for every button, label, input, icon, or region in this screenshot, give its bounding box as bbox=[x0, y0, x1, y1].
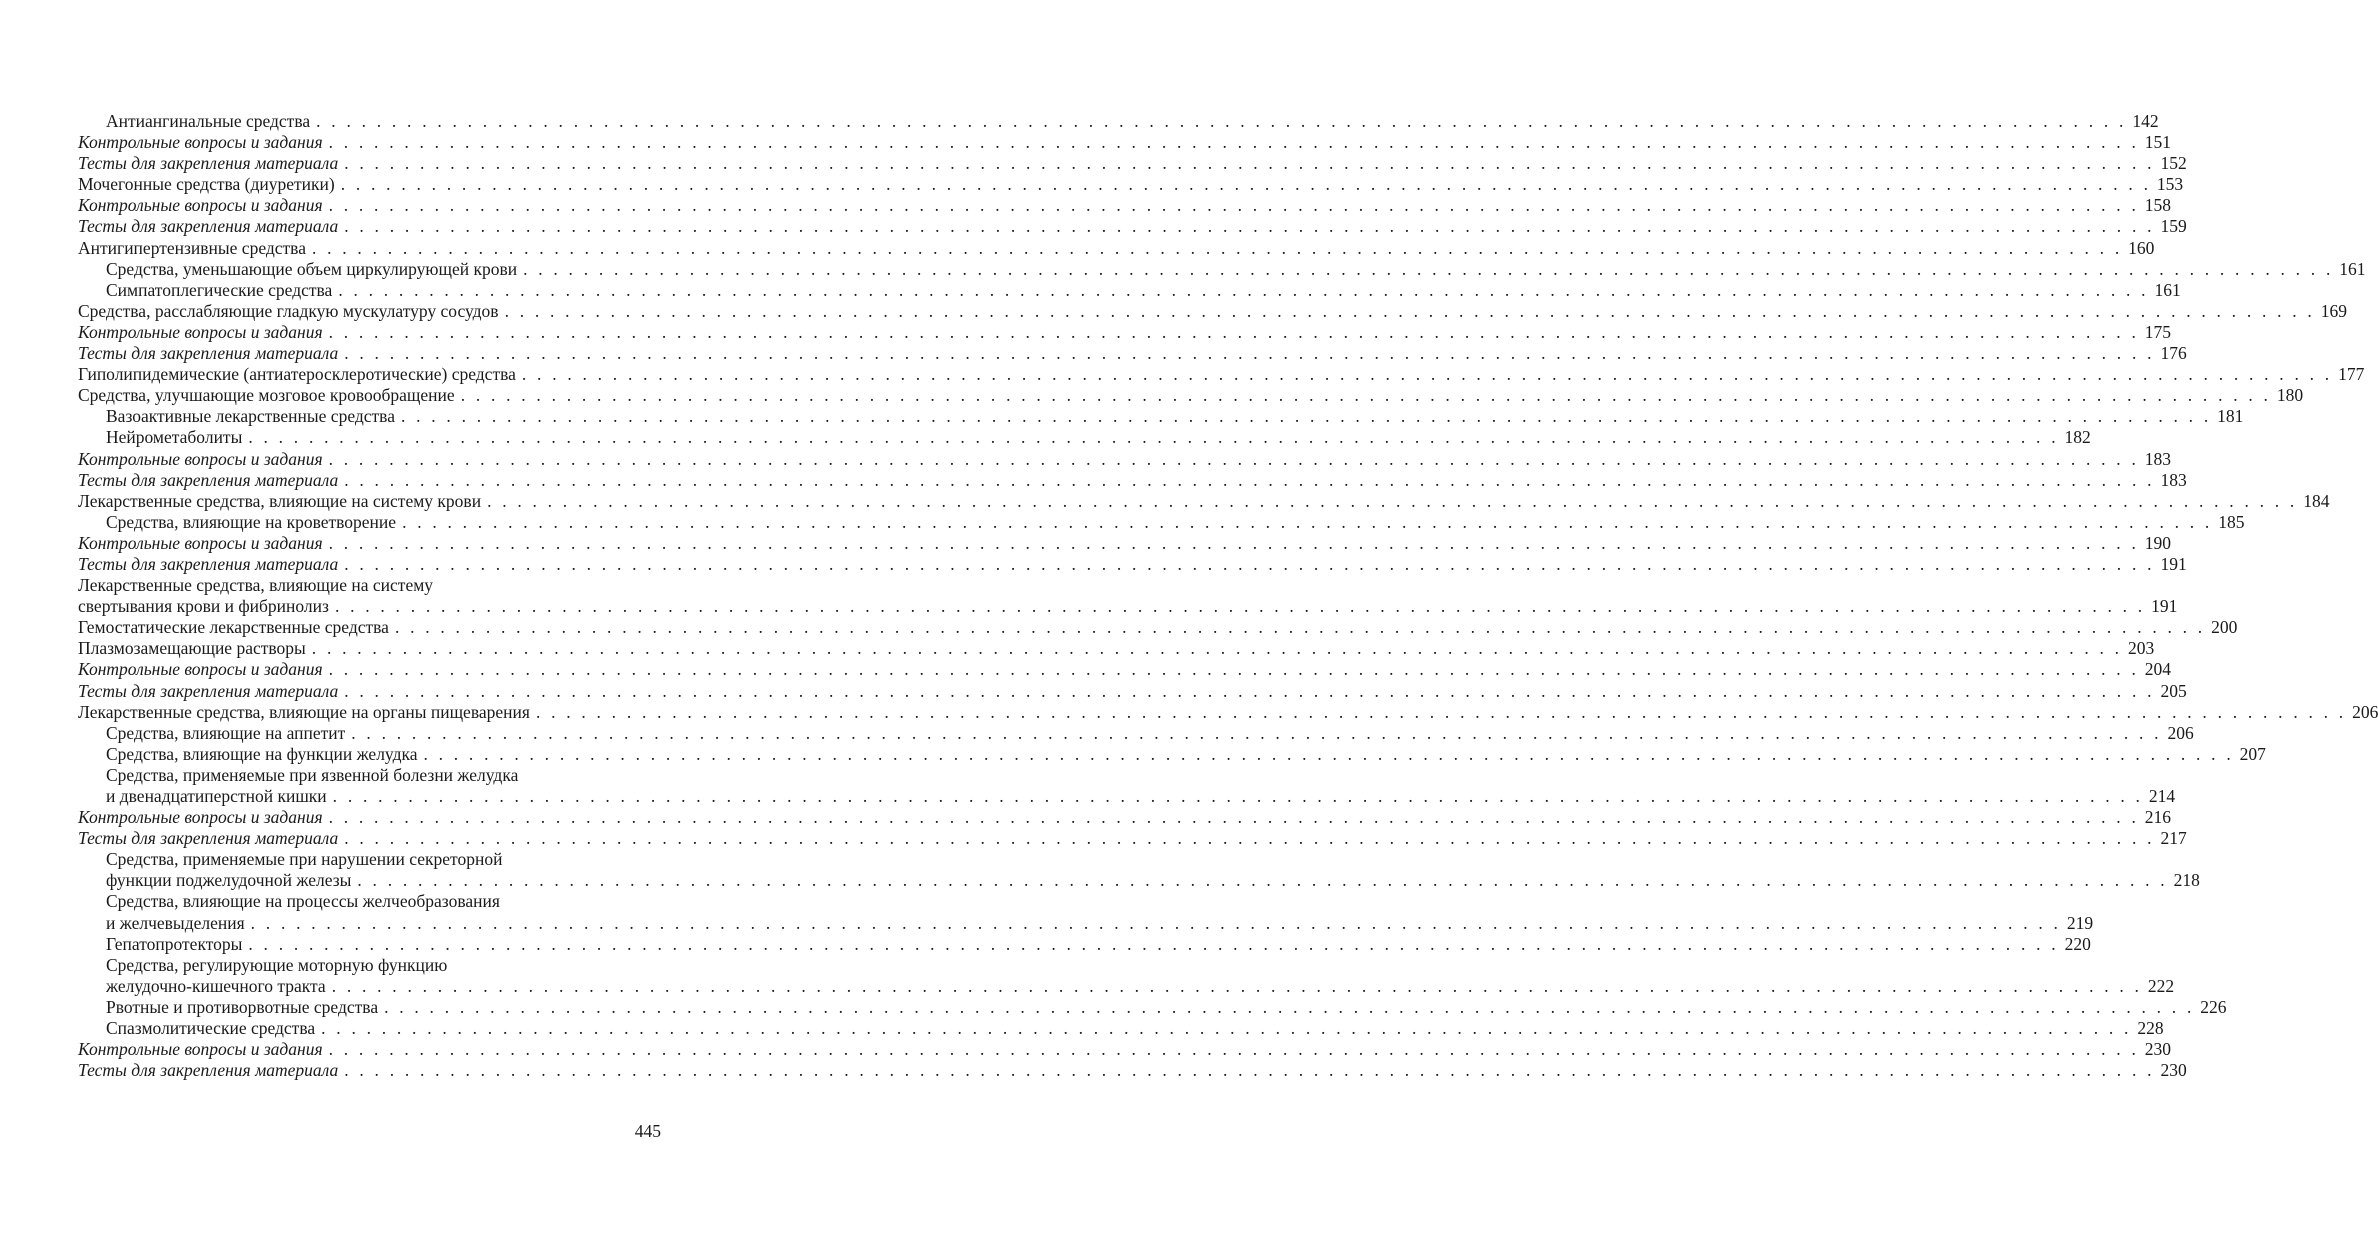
toc-entry bbox=[78, 1039, 2172, 1060]
toc-entry-line bbox=[78, 258, 2366, 280]
toc-page-number: 142 bbox=[2132, 111, 2159, 131]
dot-leader: . . . . . . . . . . . . . . . . . . . . . . . . . . . . . . . . . . . . . . . . . . . . . . . . . . . . . . . . . . . . . . . . . . . . . . . . . . . . . . . . . . . . . . . . . . . . . . . . . . . . . . . . . . . . . . . . . . . . . . . . bbox=[351, 722, 2162, 743]
toc-entry-title: Средства, влияющие на кроветворение bbox=[106, 511, 397, 532]
dot-leader: . . . . . . . . . . . . . . . . . . . . . . . . . . . . . . . . . . . . . . . . . . . . . . . . . . . . . . . . . . . . . . . . . . . . . . . . . . . . . . . . . . . . . . . . . . . . . . . . . . . . . . . . . . . . . . . . . . . . . . . . bbox=[344, 153, 2155, 174]
toc-entry-title: Контрольные вопросы и задания bbox=[78, 532, 323, 553]
toc-entry bbox=[78, 364, 2365, 385]
toc-entry bbox=[78, 701, 2378, 723]
toc-entry-line bbox=[78, 596, 2178, 617]
toc-entry-title: Тесты для закрепления материала bbox=[78, 343, 339, 364]
toc-page-number: 222 bbox=[2147, 975, 2175, 996]
toc-entry-title: Контрольные вопросы и задания bbox=[78, 1039, 323, 1060]
dot-leader: . . . . . . . . . . . . . . . . . . . . . . . . . . . . . . . . . . . . . . . . . . . . . . . . . . . . . . . . . . . . . . . . . . . . . . . . . . . . . . . . . . . . . . . . . . . . . . . . . . . . . . . . . . . . . . . . . . . . . . . . bbox=[316, 111, 2127, 131]
toc-page-number: 182 bbox=[2064, 427, 2091, 448]
toc-entry-line bbox=[78, 659, 2172, 680]
dot-leader: . . . . . . . . . . . . . . . . . . . . . . . . . . . . . . . . . . . . . . . . . . . . . . . . . . . . . . . . . . . . . . . . . . . . . . . . . . . . . . . . . . . . . . . . . . . . . . . . . . . . . . . . . . . . . . . . . . . . . . . . bbox=[344, 553, 2155, 574]
toc-entry-line bbox=[78, 617, 2238, 638]
toc-page-number: 214 bbox=[2148, 786, 2176, 806]
dot-leader: . . . . . . . . . . . . . . . . . . . . . . . . . . . . . . . . . . . . . . . . . . . . . . . . . . . . . . . . . . . . . . . . . . . . . . . . . . . . . . . . . . . . . . . . . . . . . . . . . . . . . . . . . . . . . . . . . . . . . . . . bbox=[535, 701, 2347, 722]
dot-leader: . . . . . . . . . . . . . . . . . . . . . . . . . . . . . . . . . . . . . . . . . . . . . . . . . . . . . . . . . . . . . . . . . . . . . . . . . . . . . . . . . . . . . . . . . . . . . . . . . . . . . . . . . . . . . . . . . . . . . . . . bbox=[328, 1039, 2140, 1060]
toc-entry-title: Тесты для закрепления материала bbox=[78, 828, 339, 849]
toc-entry bbox=[78, 933, 2091, 955]
toc-entry bbox=[78, 954, 2175, 997]
toc-entry-title: Тесты для закрепления материала bbox=[78, 680, 339, 701]
dot-leader: . . . . . . . . . . . . . . . . . . . . . . . . . . . . . . . . . . . . . . . . . . . . . . . . . . . . . . . . . . . . . . . . . . . . . . . . . . . . . . . . . . . . . . . . . . . . . . . . . . . . . . . . . . . . . . . . . . . . . . . . bbox=[331, 975, 2143, 996]
toc-entry-title: Тесты для закрепления материала bbox=[78, 1060, 339, 1081]
toc-page-number: 230 bbox=[2144, 1039, 2172, 1060]
toc-entry-title: Симпатоплегические средства bbox=[106, 279, 333, 300]
toc-entry-line bbox=[78, 891, 661, 912]
toc-page-number: 180 bbox=[2276, 385, 2304, 406]
toc-page-number: 191 bbox=[2151, 596, 2178, 617]
toc-page-number: 207 bbox=[2239, 743, 2266, 764]
toc-page-number: 218 bbox=[2173, 870, 2200, 891]
dot-leader: . . . . . . . . . . . . . . . . . . . . . . . . . . . . . . . . . . . . . . . . . . . . . . . . . . . . . . . . . . . . . . . . . . . . . . . . . . . . . . . . . . . . . . . . . . . . . . . . . . . . . . . . . . . . . . . . . . . . . . . . bbox=[311, 638, 2123, 659]
toc-page-number: 216 bbox=[2144, 807, 2172, 828]
toc-entry-line bbox=[78, 153, 2187, 174]
toc-entry-title: Мочегонные средства (диуретики) bbox=[78, 174, 335, 195]
page-number: 445 bbox=[634, 1121, 661, 1141]
dot-leader: . . . . . . . . . . . . . . . . . . . . . . . . . . . . . . . . . . . . . . . . . . . . . . . . . . . . . . . . . . . . . . . . . . . . . . . . . . . . . . . . . . . . . . . . . . . . . . . . . . . . . . . . . . . . . . . . . . . . . . . . bbox=[334, 596, 2146, 617]
toc-page-number: 183 bbox=[2144, 448, 2172, 469]
toc-entry-line bbox=[78, 933, 2091, 955]
toc-entry bbox=[78, 996, 2227, 1018]
toc-entry-line bbox=[78, 300, 2348, 322]
toc-page-number: 152 bbox=[2160, 153, 2187, 174]
toc-entry-line bbox=[78, 828, 2187, 849]
toc-entry-line bbox=[78, 765, 661, 786]
toc-page-number: 205 bbox=[2160, 680, 2187, 701]
toc-entry bbox=[78, 807, 2172, 828]
dot-leader: . . . . . . . . . . . . . . . . . . . . . . . . . . . . . . . . . . . . . . . . . . . . . . . . . . . . . . . . . . . . . . . . . . . . . . . . . . . . . . . . . . . . . . . . . . . . . . . . . . . . . . . . . . . . . . . . . . . . . . . . bbox=[344, 343, 2155, 364]
toc-entry-title: Контрольные вопросы и задания bbox=[78, 132, 323, 153]
dot-leader: . . . . . . . . . . . . . . . . . . . . . . . . . . . . . . . . . . . . . . . . . . . . . . . . . . . . . . . . . . . . . . . . . . . . . . . . . . . . . . . . . . . . . . . . . . . . . . . . . . . . . . . . . . . . . . . . . . . . . . . . bbox=[250, 912, 2062, 933]
dot-leader: . . . . . . . . . . . . . . . . . . . . . . . . . . . . . . . . . . . . . . . . . . . . . . . . . . . . . . . . . . . . . . . . . . . . . . . . . . . . . . . . . . . . . . . . . . . . . . . . . . . . . . . . . . . . . . . . . . . . . . . . bbox=[248, 427, 2059, 448]
toc-entry bbox=[78, 1018, 2164, 1039]
toc-page-number: 200 bbox=[2211, 617, 2238, 638]
dot-leader: . . . . . . . . . . . . . . . . . . . . . . . . . . . . . . . . . . . . . . . . . . . . . . . . . . . . . . . . . . . . . . . . . . . . . . . . . . . . . . . . . . . . . . . . . . . . . . . . . . . . . . . . . . . . . . . . . . . . . . . . bbox=[400, 406, 2212, 427]
toc-entry-title: Тесты для закрепления материала bbox=[78, 153, 339, 174]
toc-entry-title: Лекарственные средства, влияющие на органы пищеварения bbox=[78, 701, 530, 722]
toc-entry-line bbox=[78, 701, 2378, 723]
toc-entry-line bbox=[78, 132, 2172, 153]
dot-leader: . . . . . . . . . . . . . . . . . . . . . . . . . . . . . . . . . . . . . . . . . . . . . . . . . . . . . . . . . . . . . . . . . . . . . . . . . . . . . . . . . . . . . . . . . . . . . . . . . . . . . . . . . . . . . . . . . . . . . . . . bbox=[394, 617, 2206, 638]
toc-page-number: 204 bbox=[2144, 659, 2172, 680]
toc-entry-title: Плазмозамещающие растворы bbox=[78, 638, 306, 659]
dot-leader: . . . . . . . . . . . . . . . . . . . . . . . . . . . . . . . . . . . . . . . . . . . . . . . . . . . . . . . . . . . . . . . . . . . . . . . . . . . . . . . . . . . . . . . . . . . . . . . . . . . . . . . . . . . . . . . . . . . . . . . . bbox=[248, 933, 2059, 954]
toc-entry bbox=[78, 1060, 2187, 1081]
dot-leader: . . . . . . . . . . . . . . . . . . . . . . . . . . . . . . . . . . . . . . . . . . . . . . . . . . . . . . . . . . . . . . . . . . . . . . . . . . . . . . . . . . . . . . . . . . . . . . . . . . . . . . . . . . . . . . . . . . . . . . . . bbox=[344, 1060, 2155, 1081]
dot-leader: . . . . . . . . . . . . . . . . . . . . . . . . . . . . . . . . . . . . . . . . . . . . . . . . . . . . . . . . . . . . . . . . . . . . . . . . . . . . . . . . . . . . . . . . . . . . . . . . . . . . . . . . . . . . . . . . . . . . . . . . bbox=[423, 743, 2234, 764]
toc-entry-title: Нейрометаболиты bbox=[106, 427, 243, 448]
dot-leader: . . . . . . . . . . . . . . . . . . . . . . . . . . . . . . . . . . . . . . . . . . . . . . . . . . . . . . . . . . . . . . . . . . . . . . . . . . . . . . . . . . . . . . . . . . . . . . . . . . . . . . . . . . . . . . . . . . . . . . . . bbox=[340, 174, 2152, 195]
toc-entry bbox=[78, 532, 2172, 554]
dot-leader: . . . . . . . . . . . . . . . . . . . . . . . . . . . . . . . . . . . . . . . . . . . . . . . . . . . . . . . . . . . . . . . . . . . . . . . . . . . . . . . . . . . . . . . . . . . . . . . . . . . . . . . . . . . . . . . . . . . . . . . . bbox=[328, 195, 2140, 216]
toc-page-number: 203 bbox=[2127, 638, 2155, 659]
toc-page-number: 230 bbox=[2160, 1060, 2187, 1081]
toc-entry-line bbox=[78, 174, 2184, 195]
toc-entry bbox=[78, 617, 2238, 638]
dot-leader: . . . . . . . . . . . . . . . . . . . . . . . . . . . . . . . . . . . . . . . . . . . . . . . . . . . . . . . . . . . . . . . . . . . . . . . . . . . . . . . . . . . . . . . . . . . . . . . . . . . . . . . . . . . . . . . . . . . . . . . . bbox=[321, 1018, 2132, 1039]
toc-entry-title: функции поджелудочной железы bbox=[106, 870, 352, 891]
toc-entry-line bbox=[78, 237, 2155, 259]
dot-leader: . . . . . . . . . . . . . . . . . . . . . . . . . . . . . . . . . . . . . . . . . . . . . . . . . . . . . . . . . . . . . . . . . . . . . . . . . . . . . . . . . . . . . . . . . . . . . . . . . . . . . . . . . . . . . . . . . . . . . . . . bbox=[357, 870, 2168, 891]
toc-entry-line bbox=[78, 511, 2245, 533]
toc-entry-line bbox=[78, 553, 2187, 575]
toc-entry bbox=[78, 891, 2094, 933]
toc-entry bbox=[78, 385, 2304, 406]
table-of-contents bbox=[78, 111, 2378, 1081]
toc-entry bbox=[78, 153, 2187, 174]
toc-entry bbox=[78, 300, 2348, 322]
toc-page-number: 183 bbox=[2160, 469, 2187, 490]
dot-leader: . . . . . . . . . . . . . . . . . . . . . . . . . . . . . . . . . . . . . . . . . . . . . . . . . . . . . . . . . . . . . . . . . . . . . . . . . . . . . . . . . . . . . . . . . . . . . . . . . . . . . . . . . . . . . . . . . . . . . . . . bbox=[328, 659, 2140, 680]
toc-entry-line bbox=[78, 427, 2091, 448]
toc-entry bbox=[78, 406, 2244, 427]
toc-page-number: 161 bbox=[2154, 279, 2181, 300]
toc-entry-title: Рвотные и противорвотные средства bbox=[106, 996, 379, 1017]
toc-page-number: 160 bbox=[2128, 237, 2155, 258]
toc-entry-title: Гемостатические лекарственные средства bbox=[78, 617, 389, 638]
toc-page-number: 153 bbox=[2156, 174, 2184, 195]
toc-entry-line bbox=[78, 680, 2187, 702]
toc-entry bbox=[78, 258, 2366, 280]
toc-page-number: 159 bbox=[2160, 216, 2187, 237]
toc-entry-title: Средства, улучшающие мозговое кровообращение bbox=[78, 385, 455, 406]
toc-entry-title: Тесты для закрепления материала bbox=[78, 553, 339, 574]
toc-page-number: 206 bbox=[2167, 722, 2194, 743]
toc-entry-title: Лекарственные средства, влияющие на систему bbox=[78, 575, 434, 596]
toc-entry-line bbox=[78, 364, 2365, 385]
toc-page-number: 228 bbox=[2137, 1018, 2164, 1039]
toc-page-number: 151 bbox=[2144, 132, 2172, 153]
toc-entry-line bbox=[78, 849, 661, 870]
toc-entry bbox=[78, 132, 2172, 153]
toc-page-number: 176 bbox=[2160, 343, 2187, 364]
toc-entry-title: свертывания крови и фибринолиз bbox=[78, 596, 329, 617]
toc-entry-line bbox=[78, 996, 2227, 1018]
toc-entry bbox=[78, 722, 2194, 744]
dot-leader: . . . . . . . . . . . . . . . . . . . . . . . . . . . . . . . . . . . . . . . . . . . . . . . . . . . . . . . . . . . . . . . . . . . . . . . . . . . . . . . . . . . . . . . . . . . . . . . . . . . . . . . . . . . . . . . . . . . . . . . . bbox=[328, 132, 2140, 153]
toc-entry-line bbox=[78, 321, 2172, 343]
toc-entry-title: Антиангинальные средства bbox=[106, 111, 311, 131]
toc-entry-line bbox=[78, 975, 2175, 997]
toc-entry-title: Средства, влияющие на функции желудка bbox=[106, 743, 418, 764]
dot-leader: . . . . . . . . . . . . . . . . . . . . . . . . . . . . . . . . . . . . . . . . . . . . . . . . . . . . . . . . . . . . . . . . . . . . . . . . . . . . . . . . . . . . . . . . . . . . . . . . . . . . . . . . . . . . . . . . . . . . . . . . bbox=[487, 490, 2298, 511]
toc-entry-title: Средства, применяемые при язвенной болезни желудка bbox=[106, 764, 519, 785]
toc-entry-line bbox=[78, 1039, 2172, 1060]
toc-entry-line bbox=[78, 743, 2266, 765]
toc-entry-line bbox=[78, 1060, 2187, 1081]
toc-page-number: 190 bbox=[2144, 532, 2172, 553]
toc-entry bbox=[78, 828, 2187, 849]
toc-entry bbox=[78, 448, 2172, 470]
toc-entry-line bbox=[78, 216, 2187, 237]
toc-entry-title: Средства, регулирующие моторную функцию bbox=[106, 954, 448, 975]
toc-entry-line bbox=[78, 807, 2172, 828]
toc-entry-line bbox=[78, 575, 661, 596]
dot-leader: . . . . . . . . . . . . . . . . . . . . . . . . . . . . . . . . . . . . . . . . . . . . . . . . . . . . . . . . . . . . . . . . . . . . . . . . . . . . . . . . . . . . . . . . . . . . . . . . . . . . . . . . . . . . . . . . . . . . . . . . bbox=[338, 279, 2149, 300]
toc-entry bbox=[78, 469, 2187, 491]
dot-leader: . . . . . . . . . . . . . . . . . . . . . . . . . . . . . . . . . . . . . . . . . . . . . . . . . . . . . . . . . . . . . . . . . . . . . . . . . . . . . . . . . . . . . . . . . . . . . . . . . . . . . . . . . . . . . . . . . . . . . . . . bbox=[344, 680, 2155, 701]
toc-entry-line bbox=[78, 638, 2155, 659]
toc-entry-title: Контрольные вопросы и задания bbox=[78, 807, 323, 828]
toc-entry-line bbox=[78, 469, 2187, 491]
toc-entry bbox=[78, 111, 2159, 132]
toc-entry-title: Средства, расслабляющие гладкую мускулатуру сосудов bbox=[78, 300, 499, 321]
toc-page-number: 217 bbox=[2160, 828, 2187, 849]
toc-entry bbox=[78, 427, 2091, 448]
toc-entry bbox=[78, 174, 2184, 195]
toc-entry-line bbox=[78, 870, 2200, 891]
toc-entry-title: Лекарственные средства, влияющие на систему крови bbox=[78, 490, 482, 511]
toc-entry-title: Тесты для закрепления материала bbox=[78, 216, 339, 237]
toc-entry-line bbox=[78, 195, 2172, 216]
toc-entry-line bbox=[78, 343, 2187, 364]
toc-entry bbox=[78, 343, 2187, 364]
toc-page-number: 191 bbox=[2160, 553, 2187, 574]
toc-page-number: 184 bbox=[2303, 490, 2330, 511]
dot-leader: . . . . . . . . . . . . . . . . . . . . . . . . . . . . . . . . . . . . . . . . . . . . . . . . . . . . . . . . . . . . . . . . . . . . . . . . . . . . . . . . . . . . . . . . . . . . . . . . . . . . . . . . . . . . . . . . . . . . . . . . bbox=[328, 321, 2140, 342]
toc-entry-line bbox=[78, 111, 2159, 132]
toc-entry-title: Гиполипидемические (антиатеросклеротические) средства bbox=[78, 364, 516, 385]
toc-page-number: 181 bbox=[2217, 406, 2244, 427]
toc-entry bbox=[78, 849, 2200, 891]
dot-leader: . . . . . . . . . . . . . . . . . . . . . . . . . . . . . . . . . . . . . . . . . . . . . . . . . . . . . . . . . . . . . . . . . . . . . . . . . . . . . . . . . . . . . . . . . . . . . . . . . . . . . . . . . . . . . . . . . . . . . . . . bbox=[504, 300, 2316, 321]
dot-leader: . . . . . . . . . . . . . . . . . . . . . . . . . . . . . . . . . . . . . . . . . . . . . . . . . . . . . . . . . . . . . . . . . . . . . . . . . . . . . . . . . . . . . . . . . . . . . . . . . . . . . . . . . . . . . . . . . . . . . . . . bbox=[402, 511, 2213, 532]
toc-entry-title: желудочно-кишечного тракта bbox=[106, 975, 326, 996]
toc-page-number: 161 bbox=[2339, 258, 2366, 279]
toc-entry bbox=[78, 321, 2172, 343]
toc-entry-line bbox=[78, 786, 2176, 807]
toc-entry bbox=[78, 553, 2187, 575]
dot-leader: . . . . . . . . . . . . . . . . . . . . . . . . . . . . . . . . . . . . . . . . . . . . . . . . . . . . . . . . . . . . . . . . . . . . . . . . . . . . . . . . . . . . . . . . . . . . . . . . . . . . . . . . . . . . . . . . . . . . . . . . bbox=[328, 532, 2140, 553]
toc-entry-line bbox=[78, 448, 2172, 470]
toc-entry bbox=[78, 680, 2187, 702]
toc-entry bbox=[78, 216, 2187, 237]
toc-entry-title: Антигипертензивные средства bbox=[78, 237, 306, 258]
dot-leader: . . . . . . . . . . . . . . . . . . . . . . . . . . . . . . . . . . . . . . . . . . . . . . . . . . . . . . . . . . . . . . . . . . . . . . . . . . . . . . . . . . . . . . . . . . . . . . . . . . . . . . . . . . . . . . . . . . . . . . . . bbox=[344, 828, 2155, 849]
dot-leader: . . . . . . . . . . . . . . . . . . . . . . . . . . . . . . . . . . . . . . . . . . . . . . . . . . . . . . . . . . . . . . . . . . . . . . . . . . . . . . . . . . . . . . . . . . . . . . . . . . . . . . . . . . . . . . . . . . . . . . . . bbox=[521, 364, 2333, 385]
toc-entry-line bbox=[78, 722, 2194, 744]
toc-entry bbox=[78, 659, 2172, 680]
toc-entry-title: Вазоактивные лекарственные средства bbox=[106, 406, 395, 427]
toc-page-number: 177 bbox=[2338, 364, 2365, 385]
toc-entry bbox=[78, 764, 2176, 807]
toc-page-number: 185 bbox=[2218, 511, 2245, 532]
dot-leader: . . . . . . . . . . . . . . . . . . . . . . . . . . . . . . . . . . . . . . . . . . . . . . . . . . . . . . . . . . . . . . . . . . . . . . . . . . . . . . . . . . . . . . . . . . . . . . . . . . . . . . . . . . . . . . . . . . . . . . . . bbox=[384, 996, 2195, 1017]
toc-entry bbox=[78, 511, 2245, 533]
dot-leader: . . . . . . . . . . . . . . . . . . . . . . . . . . . . . . . . . . . . . . . . . . . . . . . . . . . . . . . . . . . . . . . . . . . . . . . . . . . . . . . . . . . . . . . . . . . . . . . . . . . . . . . . . . . . . . . . . . . . . . . . bbox=[332, 786, 2144, 806]
toc-entry-title: Спазмолитические средства bbox=[106, 1018, 316, 1039]
dot-leader: . . . . . . . . . . . . . . . . . . . . . . . . . . . . . . . . . . . . . . . . . . . . . . . . . . . . . . . . . . . . . . . . . . . . . . . . . . . . . . . . . . . . . . . . . . . . . . . . . . . . . . . . . . . . . . . . . . . . . . . . bbox=[344, 469, 2155, 490]
toc-entry-title: Контрольные вопросы и задания bbox=[78, 659, 323, 680]
toc-entry-line bbox=[78, 490, 2330, 512]
toc-entry-title: Контрольные вопросы и задания bbox=[78, 195, 323, 216]
dot-leader: . . . . . . . . . . . . . . . . . . . . . . . . . . . . . . . . . . . . . . . . . . . . . . . . . . . . . . . . . . . . . . . . . . . . . . . . . . . . . . . . . . . . . . . . . . . . . . . . . . . . . . . . . . . . . . . . . . . . . . . . bbox=[460, 385, 2272, 406]
toc-page-number: 219 bbox=[2066, 912, 2094, 933]
toc-entry-title: Тесты для закрепления материала bbox=[78, 469, 339, 490]
toc-entry-title: Средства, уменьшающие объем циркулирующей крови bbox=[106, 258, 518, 279]
toc-entry-title: Средства, влияющие на аппетит bbox=[106, 722, 346, 743]
toc-page-number: 175 bbox=[2144, 321, 2172, 342]
toc-page-number: 206 bbox=[2352, 701, 2378, 722]
toc-entry-title: и двенадцатиперстной кишки bbox=[106, 786, 327, 806]
toc-entry-line bbox=[78, 406, 2244, 427]
toc-entry-title: Контрольные вопросы и задания bbox=[78, 448, 323, 469]
dot-leader: . . . . . . . . . . . . . . . . . . . . . . . . . . . . . . . . . . . . . . . . . . . . . . . . . . . . . . . . . . . . . . . . . . . . . . . . . . . . . . . . . . . . . . . . . . . . . . . . . . . . . . . . . . . . . . . . . . . . . . . . bbox=[328, 807, 2140, 828]
toc-entry-line bbox=[78, 532, 2172, 554]
toc-entry-title: Гепатопротекторы bbox=[106, 933, 243, 954]
toc-page-number: 169 bbox=[2320, 300, 2348, 321]
toc-entry bbox=[78, 490, 2330, 512]
dot-leader: . . . . . . . . . . . . . . . . . . . . . . . . . . . . . . . . . . . . . . . . . . . . . . . . . . . . . . . . . . . . . . . . . . . . . . . . . . . . . . . . . . . . . . . . . . . . . . . . . . . . . . . . . . . . . . . . . . . . . . . . bbox=[523, 258, 2334, 279]
toc-entry-title: и желчевыделения bbox=[106, 912, 245, 933]
toc-entry bbox=[78, 195, 2172, 216]
toc-entry-title: Средства, влияющие на процессы желчеобразования bbox=[106, 891, 500, 912]
toc-entry bbox=[78, 237, 2155, 259]
toc-entry bbox=[78, 279, 2181, 301]
toc-entry-title: Средства, применяемые при нарушении секреторной bbox=[106, 849, 503, 870]
toc-entry-line bbox=[78, 1018, 2164, 1039]
toc-page-number: 226 bbox=[2200, 996, 2227, 1017]
toc-page-number: 220 bbox=[2064, 933, 2091, 954]
dot-leader: . . . . . . . . . . . . . . . . . . . . . . . . . . . . . . . . . . . . . . . . . . . . . . . . . . . . . . . . . . . . . . . . . . . . . . . . . . . . . . . . . . . . . . . . . . . . . . . . . . . . . . . . . . . . . . . . . . . . . . . . bbox=[344, 216, 2155, 237]
dot-leader: . . . . . . . . . . . . . . . . . . . . . . . . . . . . . . . . . . . . . . . . . . . . . . . . . . . . . . . . . . . . . . . . . . . . . . . . . . . . . . . . . . . . . . . . . . . . . . . . . . . . . . . . . . . . . . . . . . . . . . . . bbox=[311, 237, 2123, 258]
toc-entry-title: Контрольные вопросы и задания bbox=[78, 321, 323, 342]
toc-entry-line bbox=[78, 912, 2094, 934]
toc-entry bbox=[78, 575, 2178, 617]
toc-entry-line bbox=[78, 955, 661, 976]
toc-entry bbox=[78, 638, 2155, 659]
toc-page-number: 158 bbox=[2144, 195, 2172, 216]
toc-entry-line bbox=[78, 279, 2181, 301]
toc-entry bbox=[78, 743, 2266, 765]
toc-entry-line bbox=[78, 385, 2304, 406]
dot-leader: . . . . . . . . . . . . . . . . . . . . . . . . . . . . . . . . . . . . . . . . . . . . . . . . . . . . . . . . . . . . . . . . . . . . . . . . . . . . . . . . . . . . . . . . . . . . . . . . . . . . . . . . . . . . . . . . . . . . . . . . bbox=[328, 448, 2140, 469]
